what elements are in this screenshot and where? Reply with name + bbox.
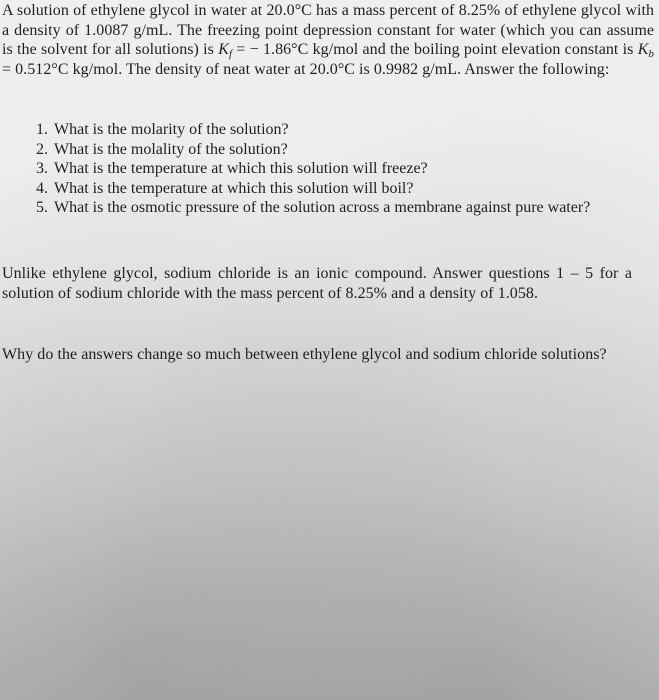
question-text: What is the osmotic pressure of the solution across a membrane against pure water? <box>54 199 591 216</box>
question-number: 3. <box>36 160 48 177</box>
question-item <box>22 120 642 140</box>
kb-symbol: K <box>637 41 649 58</box>
question-item <box>22 140 642 160</box>
intro-paragraph <box>2 1 654 79</box>
question-text: What is the molality of the solution? <box>54 140 288 158</box>
kb-subscript: b <box>648 48 654 60</box>
question-number: 5. <box>36 199 48 216</box>
sodium-chloride-paragraph: Unlike ethylene glycol, sodium chloride is an ionic compound. Answer questions 1 – 5 for a solution of sodium chloride with the mass percent of 8.25% and a density of 1.058. <box>2 265 632 302</box>
final-question: Why do the answers change so much between ethylene glycol and sodium chloride solutions? <box>2 346 607 363</box>
intro-text-part2: = − 1.86°C kg/mol and the boiling point elevation constant is <box>232 41 638 58</box>
question-item <box>22 159 642 179</box>
intro-text-part1: A solution of ethylene glycol in water at 20.0°C has a mass percent of 8.25% of ethylene glycol with a density of 1.0087 g/mL. The freezing point depression constant for water (which you can assume is the solvent for all solutions) is <box>2 2 654 58</box>
question-text: What is the temperature at which this solution will boil? <box>54 179 414 197</box>
intro-text-part3: = 0.512°C kg/mol. The density of neat water at 20.0°C is 0.9982 g/mL. Answer the following: <box>2 60 610 78</box>
question-item <box>22 179 642 199</box>
question-text: What is the temperature at which this solution will freeze? <box>54 160 428 177</box>
question-text: What is the molarity of the solution? <box>54 121 289 138</box>
kf-subscript: f <box>228 48 233 60</box>
question-item <box>22 198 642 218</box>
kf-symbol: K <box>218 41 229 58</box>
question-list <box>22 120 642 218</box>
question-number: 4. <box>36 179 48 197</box>
question-number: 1. <box>36 121 48 138</box>
question-number: 2. <box>36 140 48 158</box>
